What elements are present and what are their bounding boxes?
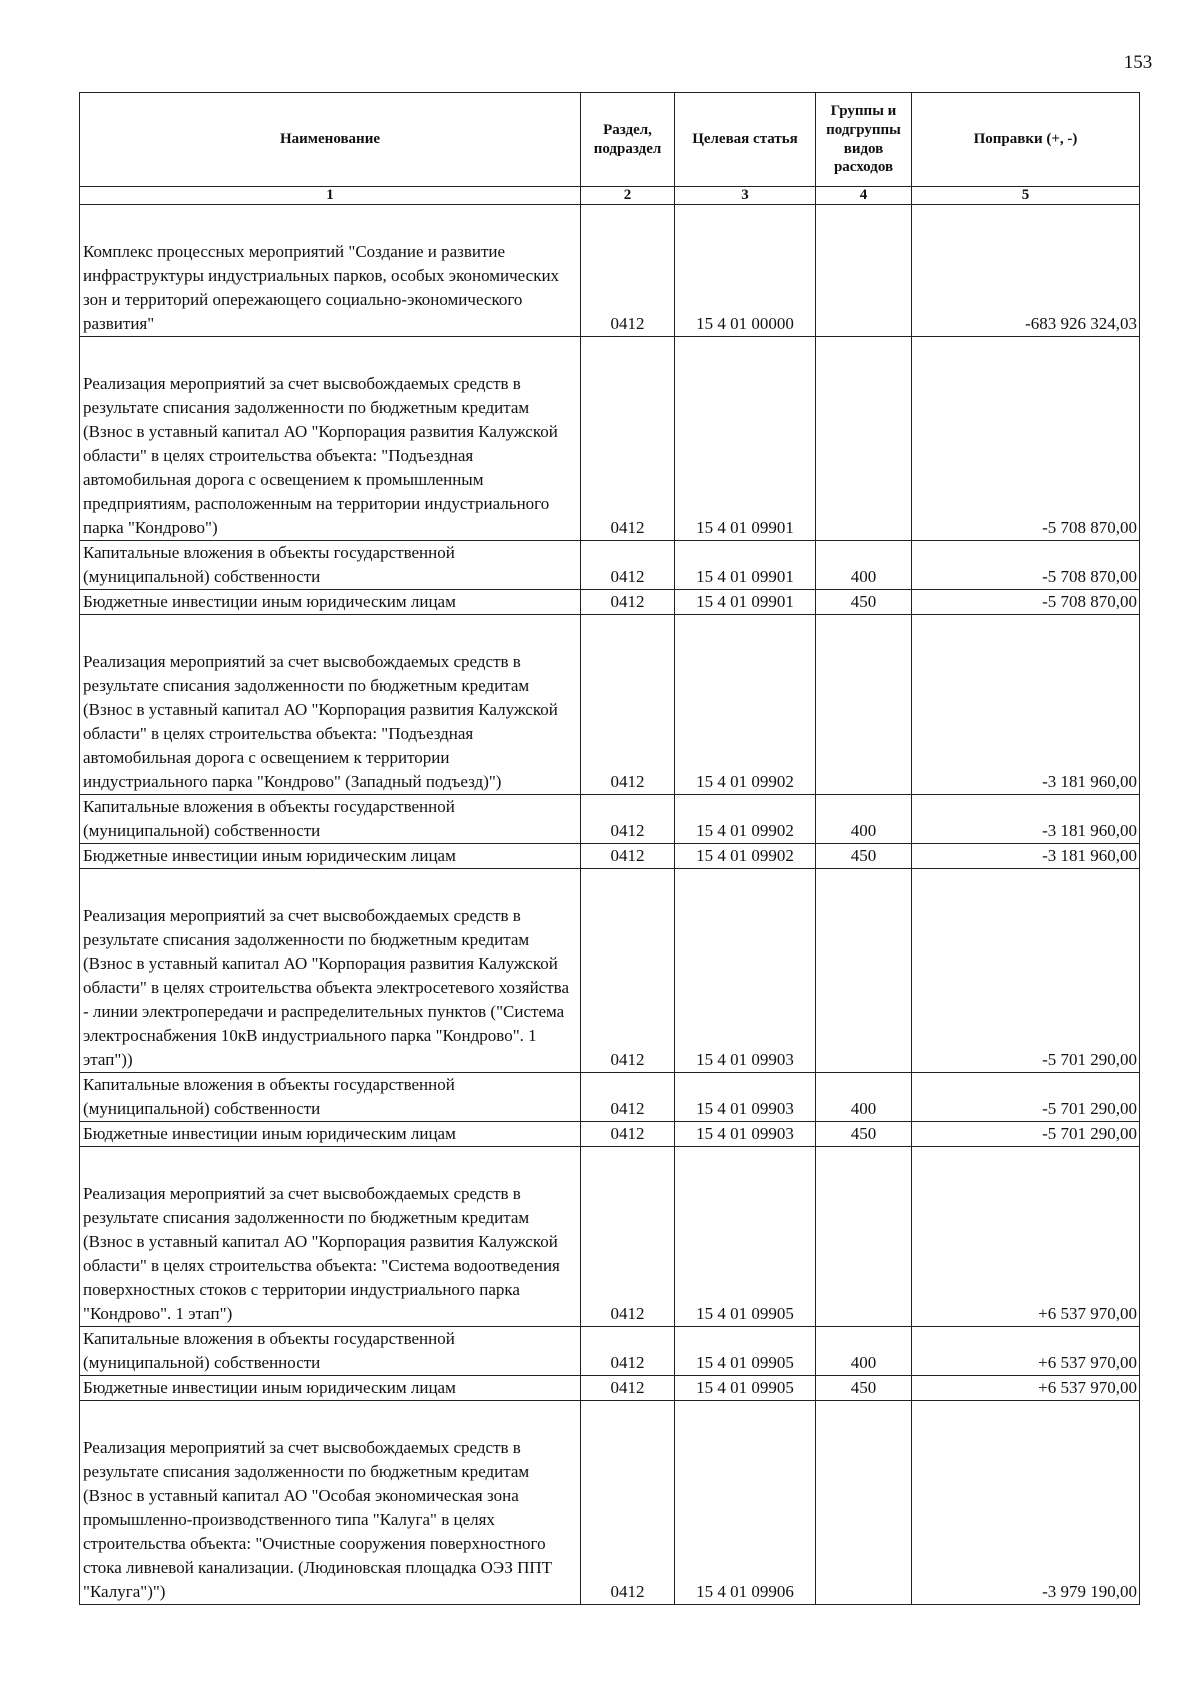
- row-amount: -5 701 290,00: [912, 1073, 1140, 1122]
- row-section: 0412: [581, 844, 675, 869]
- row-target-article: 15 4 01 09901: [675, 541, 816, 590]
- row-expense-group: 450: [816, 590, 912, 615]
- row-expense-group: [816, 869, 912, 1073]
- row-expense-group: 400: [816, 1073, 912, 1122]
- row-target-article: 15 4 01 09905: [675, 1376, 816, 1401]
- row-amount: -5 708 870,00: [912, 337, 1140, 541]
- row-expense-group: 450: [816, 1122, 912, 1147]
- row-target-article: 15 4 01 09903: [675, 869, 816, 1073]
- row-name: Комплекс процессных мероприятий "Создание и развитие инфраструктуры индустриальных парков, особых экономических зон и территорий опережающего социально-экономического развития": [80, 205, 581, 337]
- row-section: 0412: [581, 615, 675, 795]
- budget-amendments-table: [79, 92, 1140, 1605]
- table-row: [80, 1376, 1140, 1401]
- row-name: Капитальные вложения в объекты государственной (муниципальной) собственности: [80, 795, 581, 844]
- row-name: Реализация мероприятий за счет высвобождаемых средств в результате списания задолженности по бюджетным кредитам (Взнос в уставный капитал АО "Особая экономическая зона промышленно-производственного типа "Калуга" в целях строительства объекта: "Очистные сооружения поверхностного стока ливневой канализации. (Людиновская площадка ОЭЗ ППТ "Калуга")"): [80, 1401, 581, 1605]
- header-groups: Группы и подгруппы видов расходов: [816, 93, 912, 187]
- table-row: [80, 844, 1140, 869]
- row-target-article: 15 4 01 09906: [675, 1401, 816, 1605]
- row-section: 0412: [581, 1327, 675, 1376]
- row-name: Реализация мероприятий за счет высвобождаемых средств в результате списания задолженности по бюджетным кредитам (Взнос в уставный капитал АО "Корпорация развития Калужской области" в целях строительства объекта: "Система водоотведения поверхностных стоков с территории индустриального парка "Кондрово". 1 этап"): [80, 1147, 581, 1327]
- row-target-article: 15 4 01 09901: [675, 337, 816, 541]
- header-name: Наименование: [80, 93, 581, 187]
- row-section: 0412: [581, 1401, 675, 1605]
- table-row: [80, 337, 1140, 541]
- row-expense-group: [816, 615, 912, 795]
- row-section: 0412: [581, 869, 675, 1073]
- header-target: Целевая статья: [675, 93, 816, 187]
- row-section: 0412: [581, 205, 675, 337]
- table-row: [80, 1073, 1140, 1122]
- row-target-article: 15 4 01 09901: [675, 590, 816, 615]
- row-amount: -683 926 324,03: [912, 205, 1140, 337]
- table-row: [80, 541, 1140, 590]
- column-number: 5: [912, 187, 1140, 205]
- row-name: Бюджетные инвестиции иным юридическим лицам: [80, 590, 581, 615]
- row-target-article: 15 4 01 09902: [675, 795, 816, 844]
- row-name: Реализация мероприятий за счет высвобождаемых средств в результате списания задолженности по бюджетным кредитам (Взнос в уставный капитал АО "Корпорация развития Калужской области" в целях строительства объекта: "Подъездная автомобильная дорога с освещением к промышленным предприятиям, расположенным на территории индустриального парка "Кондрово"): [80, 337, 581, 541]
- row-section: 0412: [581, 541, 675, 590]
- row-expense-group: [816, 337, 912, 541]
- row-expense-group: [816, 1147, 912, 1327]
- row-target-article: 15 4 01 09903: [675, 1073, 816, 1122]
- row-amount: -5 708 870,00: [912, 541, 1140, 590]
- table-header-row: [80, 93, 1140, 187]
- table-row: [80, 795, 1140, 844]
- row-expense-group: 450: [816, 1376, 912, 1401]
- header-section: Раздел, подраздел: [581, 93, 675, 187]
- row-target-article: 15 4 01 09903: [675, 1122, 816, 1147]
- row-section: 0412: [581, 795, 675, 844]
- row-target-article: 15 4 01 00000: [675, 205, 816, 337]
- row-section: 0412: [581, 590, 675, 615]
- row-target-article: 15 4 01 09905: [675, 1147, 816, 1327]
- row-name: Бюджетные инвестиции иным юридическим лицам: [80, 844, 581, 869]
- row-section: 0412: [581, 1073, 675, 1122]
- row-amount: -3 181 960,00: [912, 844, 1140, 869]
- column-number-row: [80, 187, 1140, 205]
- row-amount: +6 537 970,00: [912, 1376, 1140, 1401]
- row-name: Реализация мероприятий за счет высвобождаемых средств в результате списания задолженности по бюджетным кредитам (Взнос в уставный капитал АО "Корпорация развития Калужской области" в целях строительства объекта: "Подъездная автомобильная дорога с освещением к территории индустриального парка "Кондрово" (Западный подъезд)"): [80, 615, 581, 795]
- table-row: [80, 615, 1140, 795]
- table-row: [80, 1401, 1140, 1605]
- row-section: 0412: [581, 337, 675, 541]
- row-name: Бюджетные инвестиции иным юридическим лицам: [80, 1376, 581, 1401]
- row-expense-group: 400: [816, 541, 912, 590]
- column-number: 1: [80, 187, 581, 205]
- row-amount: -5 701 290,00: [912, 1122, 1140, 1147]
- row-expense-group: 450: [816, 844, 912, 869]
- row-expense-group: [816, 205, 912, 337]
- row-amount: -3 979 190,00: [912, 1401, 1140, 1605]
- row-amount: -3 181 960,00: [912, 795, 1140, 844]
- column-number: 3: [675, 187, 816, 205]
- row-expense-group: [816, 1401, 912, 1605]
- page-number: 153: [1123, 52, 1153, 73]
- row-name: Реализация мероприятий за счет высвобождаемых средств в результате списания задолженности по бюджетным кредитам (Взнос в уставный капитал АО "Корпорация развития Калужской области" в целях строительства объекта электросетевого хозяйства - линии электропередачи и распределительных пунктов ("Система электроснабжения 10кВ индустриального парка "Кондрово". 1 этап")): [80, 869, 581, 1073]
- table-row: [80, 205, 1140, 337]
- table-row: [80, 869, 1140, 1073]
- row-name: Капитальные вложения в объекты государственной (муниципальной) собственности: [80, 1327, 581, 1376]
- header-amount: Поправки (+, -): [912, 93, 1140, 187]
- row-section: 0412: [581, 1147, 675, 1327]
- row-name: Капитальные вложения в объекты государственной (муниципальной) собственности: [80, 1073, 581, 1122]
- row-target-article: 15 4 01 09902: [675, 615, 816, 795]
- row-amount: +6 537 970,00: [912, 1327, 1140, 1376]
- row-amount: -3 181 960,00: [912, 615, 1140, 795]
- row-name: Бюджетные инвестиции иным юридическим лицам: [80, 1122, 581, 1147]
- row-section: 0412: [581, 1376, 675, 1401]
- row-target-article: 15 4 01 09902: [675, 844, 816, 869]
- column-number: 4: [816, 187, 912, 205]
- row-amount: -5 701 290,00: [912, 869, 1140, 1073]
- row-amount: -5 708 870,00: [912, 590, 1140, 615]
- row-name: Капитальные вложения в объекты государственной (муниципальной) собственности: [80, 541, 581, 590]
- table-row: [80, 1147, 1140, 1327]
- row-target-article: 15 4 01 09905: [675, 1327, 816, 1376]
- table-row: [80, 1327, 1140, 1376]
- row-expense-group: 400: [816, 1327, 912, 1376]
- row-section: 0412: [581, 1122, 675, 1147]
- row-expense-group: 400: [816, 795, 912, 844]
- row-amount: +6 537 970,00: [912, 1147, 1140, 1327]
- table-row: [80, 1122, 1140, 1147]
- table-row: [80, 590, 1140, 615]
- column-number: 2: [581, 187, 675, 205]
